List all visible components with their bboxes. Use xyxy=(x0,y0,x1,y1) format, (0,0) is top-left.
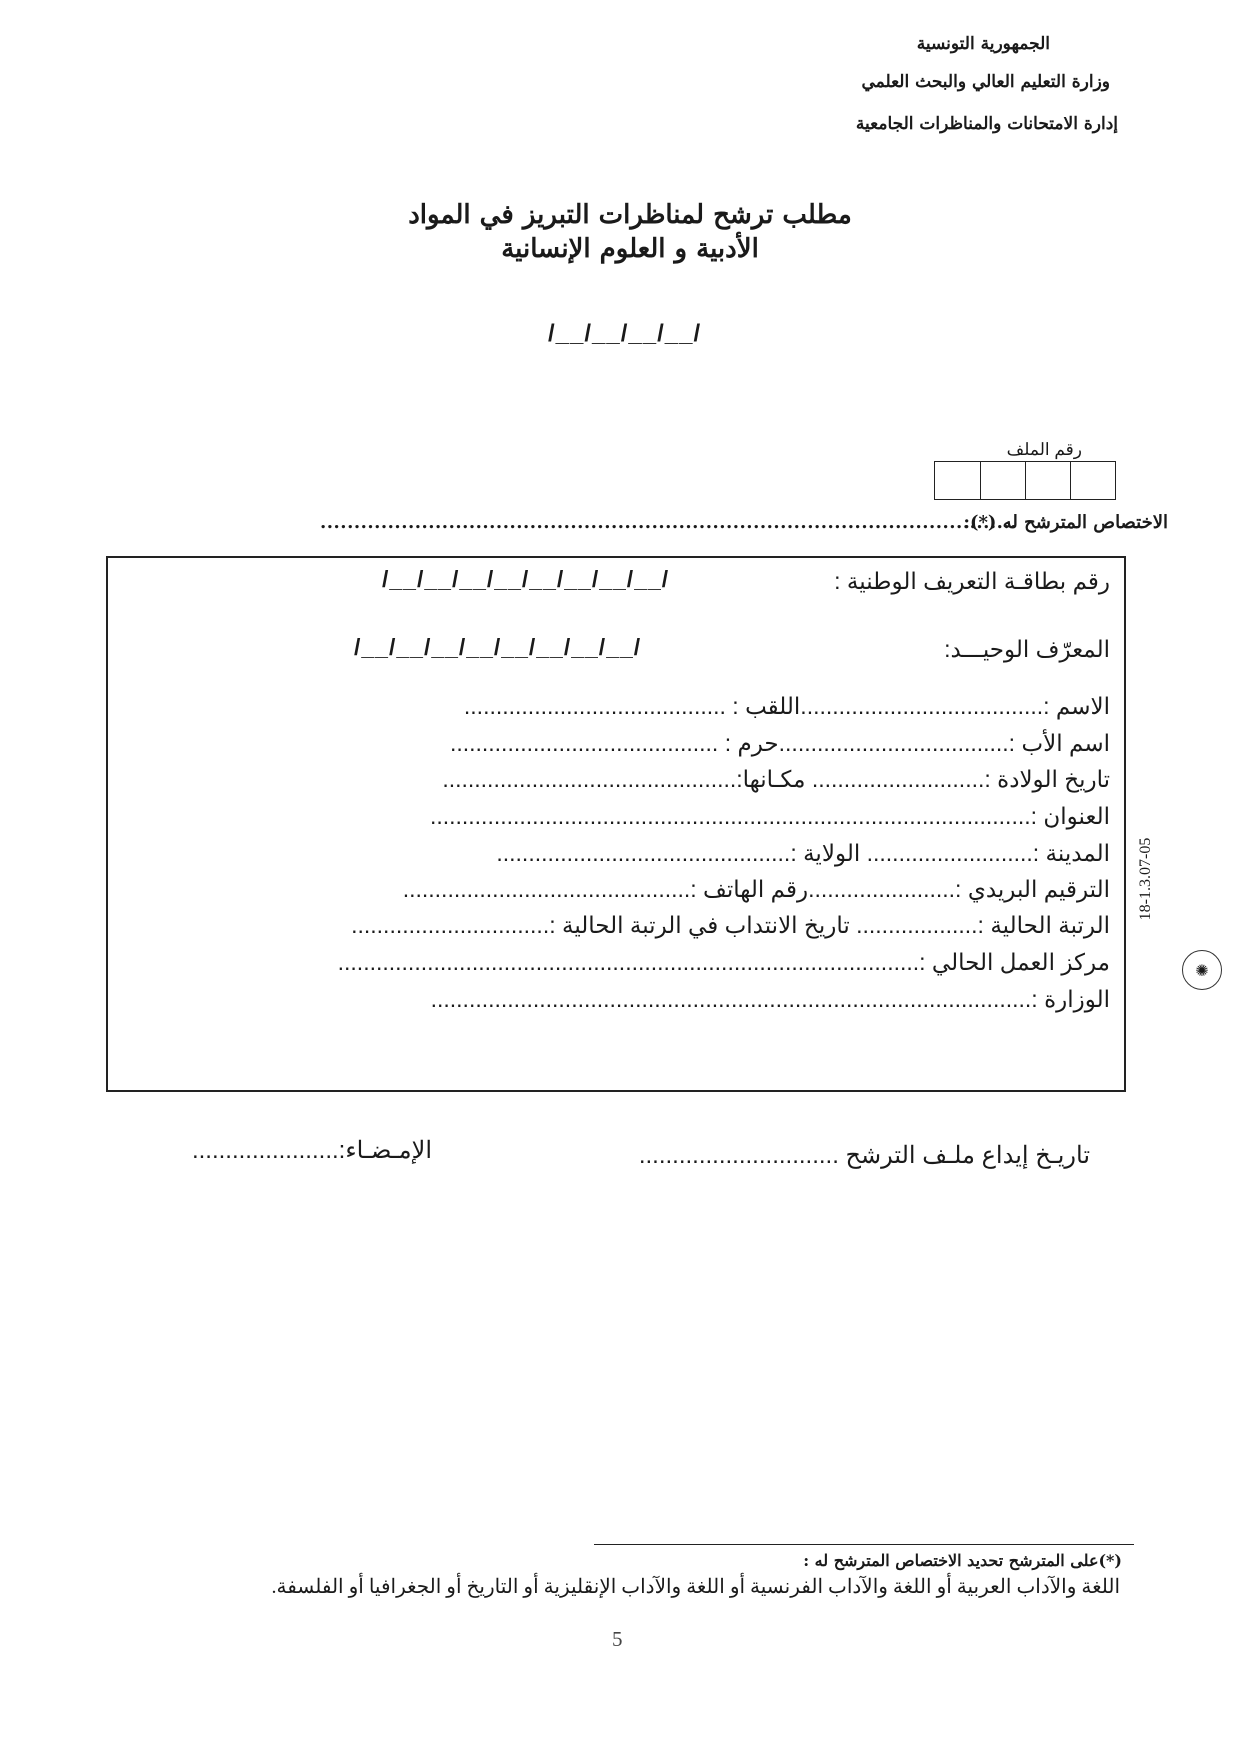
footnote-line1: (*)على المترشح تحديد الاختصاص المترشح له : xyxy=(803,1551,1122,1570)
date-pattern: /__/__/__/__/ xyxy=(548,320,702,347)
file-number-box[interactable] xyxy=(1070,462,1115,499)
unique-id-label: المعرّف الوحيـــد: xyxy=(944,636,1110,662)
deposit-date-row[interactable]: تاريـخ إيداع ملـف الترشح .............................. xyxy=(638,1142,1090,1169)
address-row[interactable]: العنوان :.............................................................................................. xyxy=(429,803,1110,829)
rank-row[interactable]: الرتبة الحالية :................... تاريخ الانتداب في الرتبة الحالية :............................... xyxy=(351,912,1110,938)
national-id-label: رقم بطاقـة التعريف الوطنية : xyxy=(834,568,1110,594)
file-number-box[interactable] xyxy=(980,462,1025,499)
footnote-divider xyxy=(594,1544,1134,1545)
specialty-label: الاختصاص المترشح له (*): xyxy=(963,512,1168,533)
file-number-boxes[interactable] xyxy=(934,461,1116,500)
file-number-box[interactable] xyxy=(935,462,980,499)
unique-id-pattern[interactable]: /__/__/__/__/__/__/__/__/ xyxy=(354,634,642,660)
city-row[interactable]: المدينة :.......................... الولاية :.............................................. xyxy=(496,840,1110,866)
seal-stamp-icon: ✺ xyxy=(1182,950,1222,990)
signature-row[interactable]: الإمـضـاء:...................... xyxy=(191,1137,432,1164)
birth-row[interactable]: تاريخ الولادة :........................... مكـانها:.............................................. xyxy=(442,766,1110,792)
page-number: 5 xyxy=(612,1627,623,1651)
header-ministry: وزارة التعليم العالي والبحث العلمي xyxy=(861,72,1110,92)
form-title-line2: الأدبية و العلوم الإنسانية xyxy=(501,234,759,264)
footnote-line2: اللغة والآداب العربية أو اللغة والآداب الفرنسية أو اللغة والآداب الإنقليزية أو التاريخ أو الجغرافيا أو الفلسفة. xyxy=(271,1576,1120,1598)
ministry-row[interactable]: الوزارة :.............................................................................................. xyxy=(430,986,1110,1012)
document-code: 18-1.3.07-05 xyxy=(1137,837,1154,921)
file-number-label: رقم الملف xyxy=(1006,440,1082,459)
header-republic: الجمهورية التونسية xyxy=(916,34,1050,54)
header-directorate: إدارة الامتحانات والمناظرات الجامعية xyxy=(855,114,1118,134)
name-row[interactable]: الاسم :......................................اللقب : ......................................... xyxy=(463,693,1110,719)
workplace-row[interactable]: مركز العمل الحالي :........................................................................................... xyxy=(337,949,1110,975)
postal-row[interactable]: الترقيم البريدي :.......................رقم الهاتف :............................................. xyxy=(402,876,1110,902)
national-id-pattern[interactable]: /__/__/__/__/__/__/__/__/ xyxy=(382,566,670,592)
father-row[interactable]: اسم الأب :....................................حرم : .......................................... xyxy=(449,730,1110,756)
form-title-line1: مطلب ترشح لمناظرات التبريز في المواد xyxy=(408,200,852,230)
file-number-box[interactable] xyxy=(1025,462,1070,499)
specialty-dots[interactable]: ....................................................................................................... xyxy=(320,512,1017,533)
